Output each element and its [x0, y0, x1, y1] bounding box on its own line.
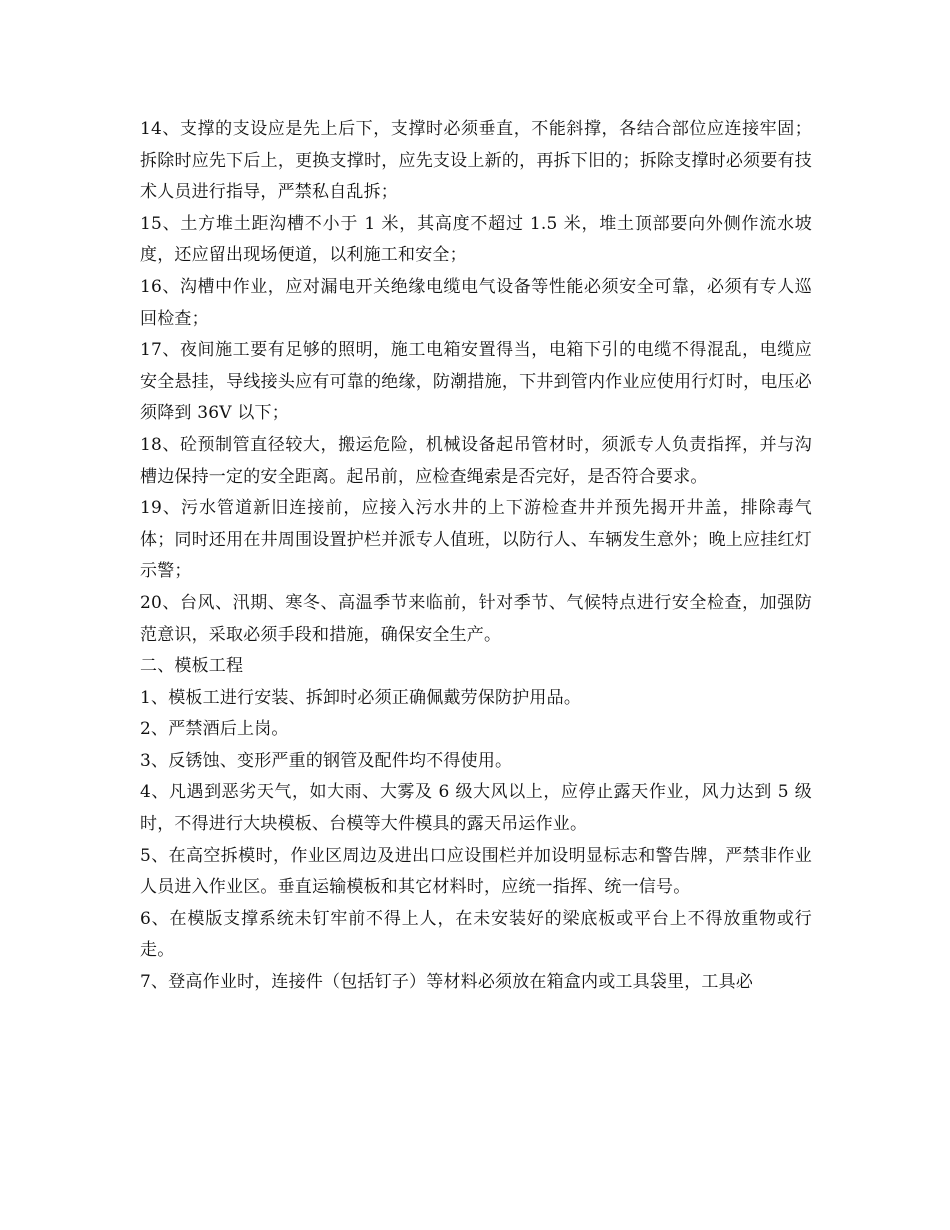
paragraph-formwork-4: 4、凡遇到恶劣天气，如大雨、大雾及 6 级大风以上，应停止露天作业，风力达到 5 级时，不得进行大块模板、台模等大件模具的露天吊运作业。 — [140, 782, 812, 835]
paragraph-16-trench-electrical: 16、沟槽中作业，应对漏电开关绝缘电缆电气设备等性能必须安全可靠，必须有专人巡回检查； — [140, 276, 812, 329]
paragraph-14-support: 14、支撑的支设应是先上后下，支撑时必须垂直，不能斜撑，各结合部位应连接牢固；拆除时应先下后上，更换支撑时，应先支设上新的，再拆下旧的；拆除支撑时必须要有技术人员进行指导，严禁私自乱拆； — [140, 119, 812, 203]
paragraph-formwork-6: 6、在模版支撑系统未钉牢前不得上人，在未安装好的梁底板或平台上不得放重物或行走。 — [140, 908, 812, 961]
paragraph-18-pipe-lifting: 18、砼预制管直径较大，搬运危险，机械设备起吊管材时，须派专人负责指挥，并与沟槽边保持一定的安全距离。起吊前，应检查绳索是否完好，是否符合要求。 — [140, 434, 812, 487]
paragraph-formwork-5: 5、在高空拆模时，作业区周边及进出口应设围栏并加设明显标志和警告牌，严禁非作业人员进入作业区。垂直运输模板和其它材料时，应统一指挥、统一信号。 — [140, 845, 812, 898]
section-heading-formwork: 二、模板工程 — [140, 656, 244, 677]
paragraph-formwork-3: 3、反锈蚀、变形严重的钢管及配件均不得使用。 — [140, 750, 513, 771]
paragraph-20-seasonal-safety: 20、台风、汛期、寒冬、高温季节来临前，针对季节、气候特点进行安全检查，加强防范意识，采取必须手段和措施，确保安全生产。 — [140, 592, 812, 645]
document-body — [140, 114, 812, 999]
paragraph-15-soil-pile: 15、土方堆土距沟槽不小于 1 米，其高度不超过 1.5 米，堆土顶部要向外侧作流水坡度，还应留出现场便道，以利施工和安全； — [140, 213, 812, 266]
paragraph-formwork-1: 1、模板工进行安装、拆卸时必须正确佩戴劳保防护用品。 — [140, 687, 582, 708]
paragraph-formwork-7: 7、登高作业时，连接件（包括钉子）等材料必须放在箱盒内或工具袋里，工具必 — [140, 972, 754, 993]
paragraph-17-night-lighting: 17、夜间施工要有足够的照明，施工电箱安置得当，电箱下引的电缆不得混乱，电缆应安全悬挂，导线接头应有可靠的绝缘，防潮措施，下井到管内作业应使用行灯时，电压必须降到 36V 以下； — [140, 340, 812, 424]
paragraph-formwork-2: 2、严禁酒后上岗。 — [140, 719, 289, 740]
paragraph-19-sewer-connection: 19、污水管道新旧连接前，应接入污水井的上下游检查井并预先揭开井盖，排除毒气体；同时还用在井周围设置护栏并派专人值班，以防行人、车辆发生意外；晚上应挂红灯示警； — [140, 498, 812, 582]
